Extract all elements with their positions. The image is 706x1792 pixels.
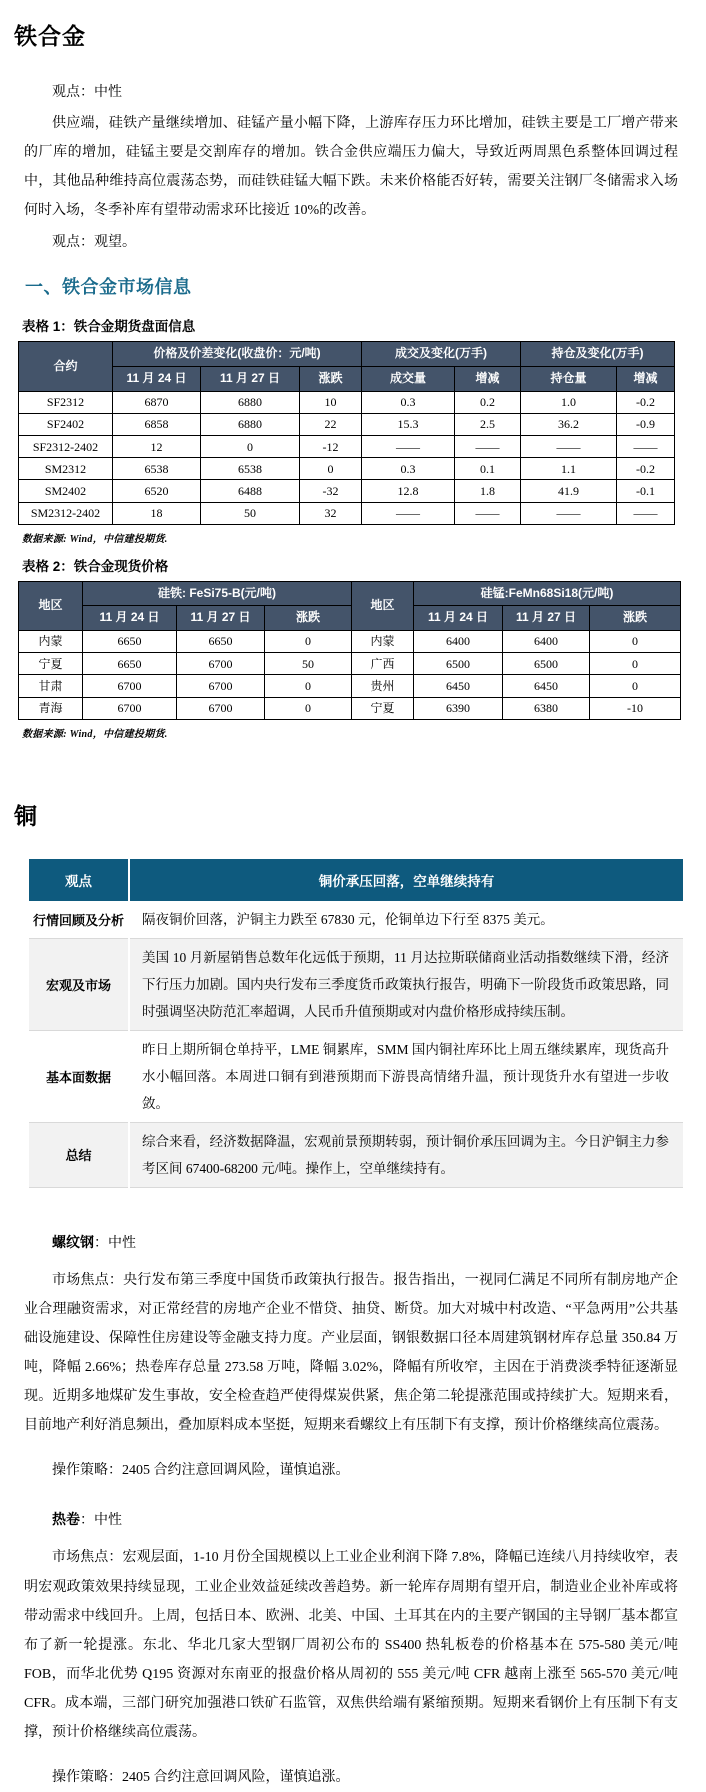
hot-coil-strategy: 操作策略：2405 合约注意回调风险，谨慎追涨。 bbox=[52, 1770, 350, 1786]
row-label-fundamentals: 基本面数据 bbox=[29, 1030, 129, 1122]
market-info-heading: 一、铁合金市场信息 bbox=[25, 277, 192, 298]
futures-table bbox=[18, 341, 675, 524]
futures-table-source: 数据来源: Wind，中信建投期货. bbox=[22, 533, 168, 545]
rebar-name: 螺纹钢 bbox=[52, 1233, 94, 1250]
rebar-focus-paragraph: 市场焦点：央行发布第三季度中国货币政策执行报告。报告指出，一视同仁满足不同所有制房地产企业合理融资需求，对正常经营的房地产企业不惜贷、抽贷、断贷。加大对城中村改造、“平急两用”公共基础设施建设、保障性住房建设等金融支持力度。产业层面，钢银数据口径本周建筑钢材库存总量 350.84 万吨，降幅 2.66%；热卷库存总量 273.58 万吨，降幅 3.02%，降幅有所收窄，主因在于消费淡季特征逐渐显现。近期多地煤矿发生事故，安全检查趋严使得煤炭供紧，焦企第二轮提涨范围或持续扩大。短期来看，目前地产利好消息频出，叠加原料成本坚挺，短期来看螺纹上有压制下有支撑，预计价格继续高位震荡。 bbox=[24, 1272, 678, 1434]
col-header-contract: 合约 bbox=[19, 342, 113, 391]
cell-contract: SF2312 bbox=[19, 391, 113, 413]
table-row: 内蒙 6650 6650 0 内蒙 6400 6400 0 bbox=[19, 630, 681, 652]
ferroalloy-summary-paragraph: 供应端，硅铁产量继续增加、硅锰产量小幅下降，上游库存压力环比增加，硅铁主要是工厂增产带来的厂库的增加，硅锰主要是交割库存的增加。铁合金供应端压力偏大，导致近两周黑色系整体回调过程中，其他品种维持高位震荡态势，而硅铁硅锰大幅下跌。未来价格能否好转，需要关注钢厂冬储需求入场何时入场，冬季补库有望带动需求环比接近 10%的改善。 bbox=[24, 116, 678, 219]
table-row: SF2402 6858 6880 22 15.3 2.5 36.2 -0.9 bbox=[19, 413, 675, 435]
col-header-oi: 持仓量 bbox=[521, 367, 617, 392]
table-row bbox=[29, 938, 683, 1030]
col-header-fesi-date1: 11 月 24 日 bbox=[83, 606, 177, 631]
section-spacer bbox=[0, 740, 706, 798]
spot-table-source: 数据来源: Wind，中信建投期货. bbox=[22, 728, 168, 740]
row-content-summary: 综合来看，经济数据降温，宏观前景预期转弱，预计铜价承压回调为主。今日沪铜主力参考区间 67400-68200 元/吨。操作上，空单继续持有。 bbox=[129, 1122, 683, 1187]
table-row bbox=[29, 1122, 683, 1187]
table-row: SF2312-2402 12 0 -12 —— —— —— —— bbox=[19, 436, 675, 458]
copper-section-title: 铜 bbox=[14, 802, 38, 829]
table-row: SM2312 6538 6538 0 0.3 0.1 1.1 -0.2 bbox=[19, 458, 675, 480]
row-content-macro: 美国 10 月新屋销售总数年化远低于预期，11 月达拉斯联储商业活动指数继续下滑，经济下行压力加剧。国内央行发布三季度货币政策执行报告，明确下一阶段货币政策思路，同时强调坚决防范汇率超调，人民币升值预期或对内盘价格形成持续压制。 bbox=[129, 938, 683, 1030]
row-content-review: 隔夜铜价回落，沪铜主力跌至 67830 元，伦铜单边下行至 8375 美元。 bbox=[129, 901, 683, 939]
ferroalloy-view-watch: 观点：观望。 bbox=[52, 235, 136, 251]
cell-contract: SM2312-2402 bbox=[19, 502, 113, 524]
col-header-femn-date1: 11 月 24 日 bbox=[414, 606, 503, 631]
col-header-fesi-date2: 11 月 27 日 bbox=[177, 606, 265, 631]
col-group-volume: 成交及变化(万手) bbox=[362, 342, 521, 367]
cell-region: 宁夏 bbox=[352, 697, 414, 719]
cell-contract: SM2402 bbox=[19, 480, 113, 502]
ferroalloy-view-neutral: 观点：中性 bbox=[52, 85, 122, 100]
col-header-femn-change: 涨跌 bbox=[590, 606, 681, 631]
table-row: SM2402 6520 6488 -32 12.8 1.8 41.9 -0.1 bbox=[19, 480, 675, 502]
col-header-region-fesi: 地区 bbox=[19, 581, 83, 630]
cell-contract: SF2402 bbox=[19, 413, 113, 435]
rebar-rating: ：中性 bbox=[94, 1235, 136, 1251]
col-header-date1: 11 月 24 日 bbox=[113, 367, 201, 392]
cell-region: 甘肃 bbox=[19, 675, 83, 697]
cell-region: 青海 bbox=[19, 697, 83, 719]
row-label-summary: 总结 bbox=[29, 1122, 129, 1187]
futures-table-caption: 表格 1：铁合金期货盘面信息 bbox=[22, 319, 196, 335]
hot-coil-focus-paragraph: 市场焦点：宏观层面，1-10 月份全国规模以上工业企业利润下降 7.8%，降幅已连续八月持续收窄，表明宏观政策效果持续显现，工业企业效益延续改善趋势。新一轮库存周期有望开启，制造业企业补库或将带动需求中线回升。上周，包括日本、欧洲、北美、中国、土耳其在内的主要产钢国的主导钢厂基本都宣布了新一轮提涨。东北、华北几家大型钢厂周初公布的 SS400 热轧板卷的价格基本在 575-580 美元/吨 FOB，而华北优势 Q195 资源对东南亚的报盘价格从周初的 555 美元/吨 CFR 越南上涨至 565-570 美元/吨 CFR。成本端，三部门研究加强港口铁矿石监管，双焦供给端有紧缩预期。短期来看钢价上有压制下有支撑，预计价格继续高位震荡。 bbox=[24, 1550, 678, 1741]
col-header-volume: 成交量 bbox=[362, 367, 455, 392]
col-header-change: 涨跌 bbox=[300, 367, 362, 392]
cell-contract: SM2312 bbox=[19, 458, 113, 480]
col-group-open-interest: 持仓及变化(万手) bbox=[521, 342, 675, 367]
copper-view-value: 铜价承压回落，空单继续持有 bbox=[129, 859, 683, 901]
row-content-fundamentals: 昨日上期所铜仓单持平，LME 铜累库，SMM 国内铜社库环比上周五继续累库，现货高升水小幅回落。本周进口铜有到港预期而下游畏高情绪升温，预计现货升水有望进一步收敛。 bbox=[129, 1030, 683, 1122]
hot-coil-rating: ：中性 bbox=[80, 1513, 122, 1529]
col-group-fesi: 硅铁: FeSi75-B(元/吨) bbox=[83, 581, 352, 606]
cell-region: 广西 bbox=[352, 653, 414, 675]
table-row: 宁夏 6650 6700 50 广西 6500 6500 0 bbox=[19, 653, 681, 675]
table-row: 青海 6700 6700 0 宁夏 6390 6380 -10 bbox=[19, 697, 681, 719]
table-row bbox=[29, 1030, 683, 1122]
col-header-date2: 11 月 27 日 bbox=[201, 367, 300, 392]
col-group-price: 价格及价差变化(收盘价：元/吨) bbox=[113, 342, 362, 367]
cell-region: 内蒙 bbox=[352, 630, 414, 652]
row-label-review: 行情回顾及分析 bbox=[29, 901, 129, 939]
spot-price-table bbox=[18, 581, 681, 720]
row-label-macro: 宏观及市场 bbox=[29, 938, 129, 1030]
copper-view-label: 观点 bbox=[29, 859, 129, 901]
col-header-vol-change: 增减 bbox=[455, 367, 521, 392]
copper-table-header bbox=[29, 859, 683, 901]
cell-region: 贵州 bbox=[352, 675, 414, 697]
col-header-region-femn: 地区 bbox=[352, 581, 414, 630]
hot-coil-heading bbox=[24, 1509, 676, 1529]
col-header-fesi-change: 涨跌 bbox=[265, 606, 352, 631]
table-row: 甘肃 6700 6700 0 贵州 6450 6450 0 bbox=[19, 675, 681, 697]
ferroalloy-section-title: 铁合金 bbox=[14, 23, 86, 49]
rebar-heading bbox=[24, 1232, 676, 1252]
spot-table-caption: 表格 2：铁合金现货价格 bbox=[22, 558, 169, 574]
rebar-strategy: 操作策略：2405 合约注意回调风险，谨慎追涨。 bbox=[52, 1463, 350, 1479]
table-row: SF2312 6870 6880 10 0.3 0.2 1.0 -0.2 bbox=[19, 391, 675, 413]
copper-view-table bbox=[29, 859, 683, 1188]
col-group-femn: 硅锰:FeMn68Si18(元/吨) bbox=[414, 581, 681, 606]
col-header-oi-change: 增减 bbox=[617, 367, 675, 392]
cell-region: 宁夏 bbox=[19, 653, 83, 675]
table-row: SM2312-2402 18 50 32 —— —— —— —— bbox=[19, 502, 675, 524]
table-row bbox=[29, 901, 683, 939]
cell-contract: SF2312-2402 bbox=[19, 436, 113, 458]
cell-region: 内蒙 bbox=[19, 630, 83, 652]
hot-coil-name: 热卷 bbox=[52, 1511, 80, 1528]
col-header-femn-date2: 11 月 27 日 bbox=[503, 606, 590, 631]
